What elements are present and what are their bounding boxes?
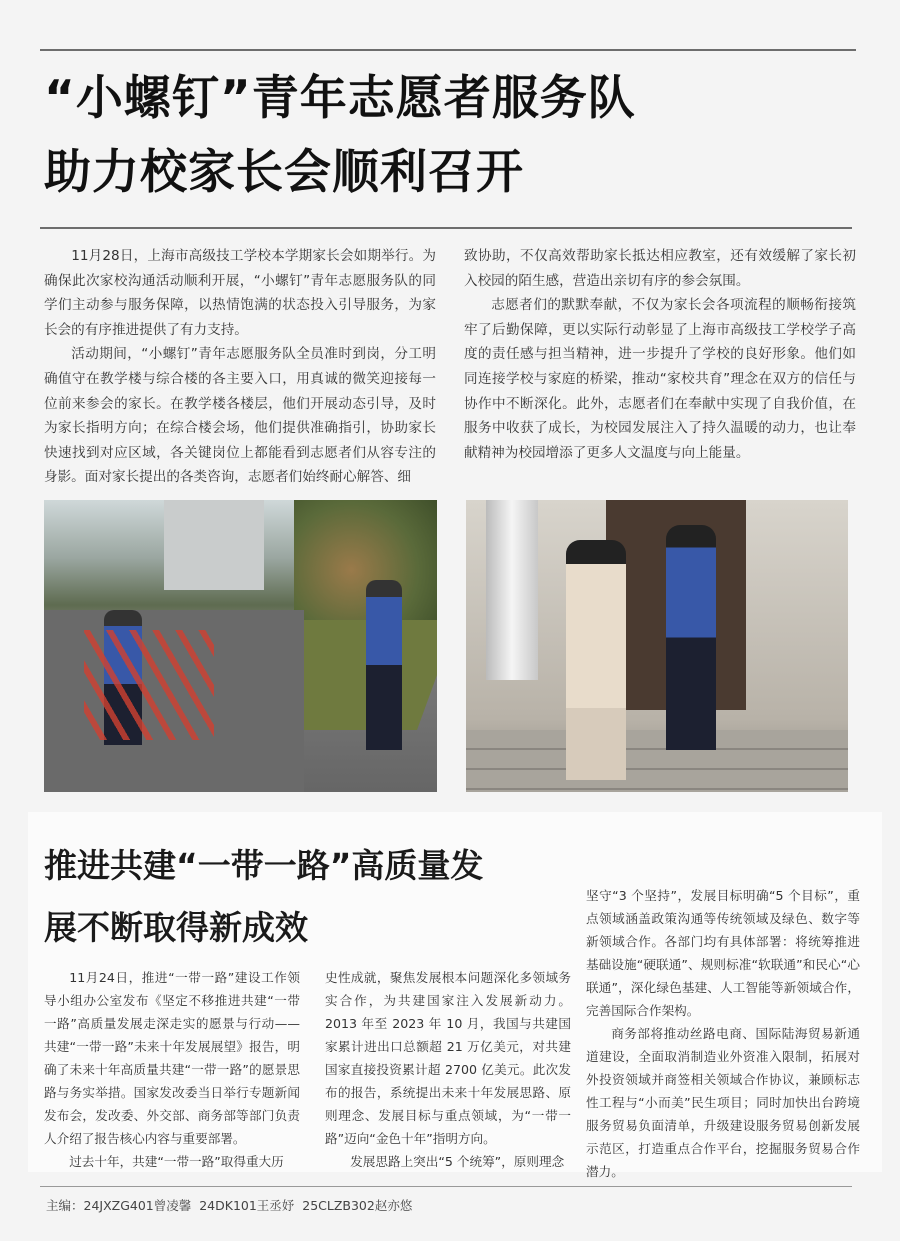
volunteer-figure	[666, 525, 716, 750]
top-rule	[40, 49, 856, 51]
paragraph: 商务部将推动丝路电商、国际陆海贸易新通道建设，全面取消制造业外资准入限制，拓展对外投资领域并商签相关领域合作协议，兼顾标志性工程与“小而美”民生项目；同时加快出台跨境服务贸易负面清单，升级建设服务贸易创新发展示范区，打造重点合作平台，挖掘服务贸易合作潜力。	[586, 1026, 860, 1179]
photo-volunteer-guiding-parent	[466, 500, 848, 792]
paragraph: 11月24日，推进“一带一路”建设工作领导小组办公室发布《坚定不移推进共建“一带一路”高质量发展走深走实的愿景与行动——共建“一带一路”未来十年发展展望》报告，明确了未来十年高质量共建“一带一路”的愿景思路与务实举措。国家发改委当日举行专题新闻发布会，发改委、外交部、商务部等部门负责人介绍了报告核心内容与重要部署。	[44, 970, 300, 1146]
paragraph: 发展思路上突出“5 个统筹”，原则理念	[350, 1154, 565, 1169]
article2-title-line1: 推进共建“一带一路”高质量发	[44, 846, 484, 885]
article2-column-2	[325, 966, 571, 1173]
article2-title	[44, 838, 584, 956]
article1-title-line1: “小螺钉”青年志愿者服务队	[44, 71, 636, 126]
pillar	[486, 500, 538, 680]
steps	[466, 730, 848, 792]
title-rule	[40, 227, 852, 229]
article2-title-line2: 展不断取得新成效	[44, 908, 308, 947]
paragraph: 史性成就，聚焦发展根本问题深化多领域务实合作，为共建国家注入发展新动力。2013 年至 2023 年 10 月，我国与共建国家累计进出口总额超 21 万亿美元，对共建国家直接投资累计超 2700 亿美元。此次发布的报告，系统提出未来十年发展思路、原则理念、发展目标与重点领域，为“一带一路”迈向“金色十年”指明方向。	[325, 970, 571, 1146]
paragraph: 活动期间，“小螺钉”青年志愿服务队全员准时到岗，分工明确值守在教学楼与综合楼的各主要入口，用真诚的微笑迎接每一位前来参会的家长。在教学楼各楼层，他们开展动态引导，及时为家长指明方向；在综合楼会场，他们提供准确指引，协助家长快速找到对应区域，各关键岗位上都能看到志愿者们从容专注的身影。面对家长提出的各类咨询，志愿者们始终耐心解答、细	[44, 346, 436, 486]
article1-title-line2: 助力校家长会顺利召开	[44, 145, 524, 200]
photo-volunteers-road	[44, 500, 437, 792]
volunteer-figure	[366, 580, 402, 750]
building	[164, 500, 264, 590]
article1-left-column	[44, 244, 436, 490]
paragraph: 过去十年，共建“一带一路”取得重大历	[69, 1154, 284, 1169]
paragraph: 坚守“3 个坚持”，发展目标明确“5 个目标”，重点领域涵盖政策沟通等传统领域及绿色、数字等新领域合作。各部门均有具体部署：将统筹推进基础设施“硬联通”、规则标准“软联通”和民心“心联通”，深化绿色基建、人工智能等新领域合作，完善国际合作架构。	[586, 888, 860, 1018]
editor-credits: 主编：24JXZG401曾凌馨 24DK101王丞妤 25CLZB302赵亦悠	[46, 1198, 413, 1213]
footer-rule	[40, 1186, 852, 1187]
traffic-cones	[84, 630, 214, 740]
article1-right-column	[464, 244, 856, 465]
parent-figure	[566, 540, 626, 780]
paragraph: 志愿者们的默默奉献，不仅为家长会各项流程的顺畅衔接筑牢了后勤保障，更以实际行动彰显了上海市高级技工学校学子高度的责任感与担当精神，进一步提升了学校的良好形象。他们如同连接学校与家庭的桥梁，推动“家校共育”理念在双方的信任与协作中不断深化。此外，志愿者们在奉献中实现了自我价值，在服务中收获了成长，为校园发展注入了持久温暖的动力，也让奉献精神为校园增添了更多人文温度与向上能量。	[464, 297, 856, 461]
article2-column-1	[44, 966, 300, 1173]
paragraph: 11月28日，上海市高级技工学校本学期家长会如期举行。为确保此次家校沟通活动顺利开展，“小螺钉”青年志愿服务队的同学们主动参与服务保障，以热情饱满的状态投入引导服务，为家长会的有序推进提供了有力支持。	[44, 248, 436, 338]
article2-column-3	[586, 884, 860, 1183]
article1-title	[44, 62, 864, 210]
paragraph: 致协助，不仅高效帮助家长抵达相应教室，还有效缓解了家长初入校园的陌生感，营造出亲切有序的参会氛围。	[464, 248, 856, 289]
